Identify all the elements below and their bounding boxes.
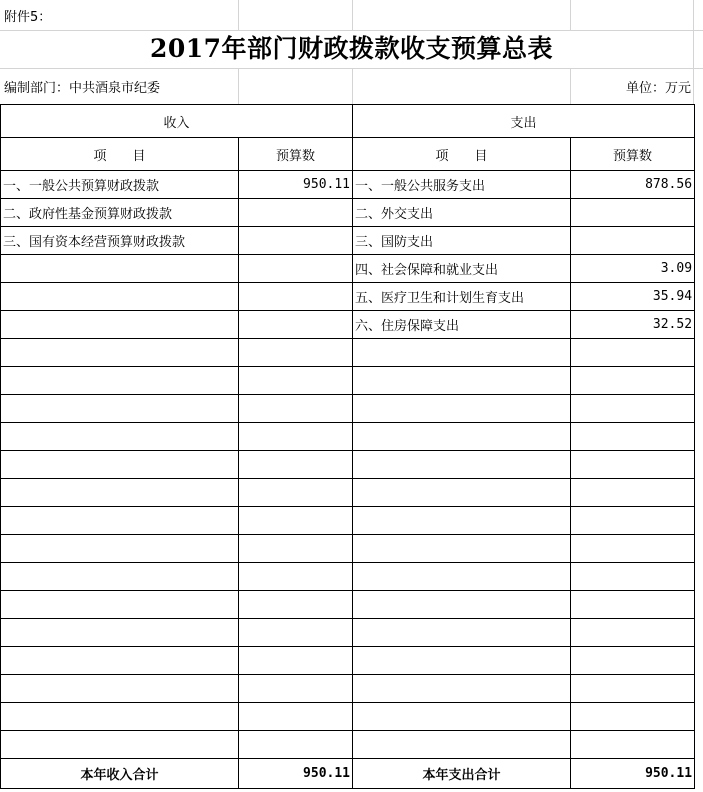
income-amount-cell: 950.11	[239, 171, 353, 199]
expense-amount-cell	[571, 535, 695, 563]
expense-section-header: 支出	[353, 105, 695, 138]
table-row	[1, 339, 695, 367]
expense-amount-cell	[571, 451, 695, 479]
expense-item-cell	[353, 675, 571, 703]
income-item-cell	[1, 675, 239, 703]
income-item-cell	[1, 423, 239, 451]
table-row	[1, 703, 695, 731]
income-amount-cell	[239, 647, 353, 675]
expense-total-label: 本年支出合计	[353, 759, 571, 789]
expense-amount-cell: 32.52	[571, 311, 695, 339]
expense-item-cell	[353, 647, 571, 675]
expense-item-header: 项 目	[353, 138, 571, 171]
table-row	[1, 395, 695, 423]
expense-amount-cell: 3.09	[571, 255, 695, 283]
grid-column-line	[238, 68, 239, 104]
expense-amount-cell	[571, 675, 695, 703]
income-total-amount: 950.11	[239, 759, 353, 789]
expense-amount-cell	[571, 647, 695, 675]
expense-item-cell: 六、住房保障支出	[353, 311, 571, 339]
expense-amount-cell: 878.56	[571, 171, 695, 199]
expense-amount-cell	[571, 227, 695, 255]
income-amount-cell	[239, 535, 353, 563]
income-item-cell	[1, 479, 239, 507]
expense-item-cell: 三、国防支出	[353, 227, 571, 255]
income-amount-cell	[239, 591, 353, 619]
attachment-label: 附件5：	[4, 10, 52, 25]
grid-column-line	[570, 0, 571, 30]
income-item-cell: 一、一般公共预算财政拨款	[1, 171, 239, 199]
income-amount-cell	[239, 227, 353, 255]
income-amount-cell	[239, 451, 353, 479]
budget-table	[0, 104, 695, 789]
expense-item-cell	[353, 563, 571, 591]
expense-amount-cell	[571, 563, 695, 591]
expense-item-cell: 二、外交支出	[353, 199, 571, 227]
table-row	[1, 731, 695, 759]
expense-item-cell: 四、社会保障和就业支出	[353, 255, 571, 283]
income-item-cell	[1, 311, 239, 339]
income-amount-cell	[239, 619, 353, 647]
expense-amount-cell	[571, 339, 695, 367]
expense-amount-cell	[571, 619, 695, 647]
income-item-cell	[1, 283, 239, 311]
expense-item-cell	[353, 395, 571, 423]
expense-item-cell	[353, 479, 571, 507]
income-item-cell	[1, 451, 239, 479]
expense-amount-cell	[571, 703, 695, 731]
income-amount-cell	[239, 395, 353, 423]
table-row	[1, 619, 695, 647]
expense-item-cell	[353, 591, 571, 619]
table-row	[1, 675, 695, 703]
table-row	[1, 171, 695, 199]
table-row	[1, 647, 695, 675]
income-amount-cell	[239, 283, 353, 311]
expense-amount-cell	[571, 731, 695, 759]
table-row	[1, 479, 695, 507]
expense-amount-cell	[571, 479, 695, 507]
grid-column-line	[352, 0, 353, 30]
income-item-header: 项 目	[1, 138, 239, 171]
expense-item-cell	[353, 367, 571, 395]
expense-item-cell	[353, 507, 571, 535]
expense-item-cell	[353, 451, 571, 479]
department-label: 编制部门：中共酒泉市纪委	[4, 81, 161, 96]
income-item-cell	[1, 507, 239, 535]
expense-amount-cell	[571, 367, 695, 395]
income-item-cell	[1, 339, 239, 367]
table-row	[1, 367, 695, 395]
income-amount-cell	[239, 479, 353, 507]
expense-amount-cell: 35.94	[571, 283, 695, 311]
income-item-cell	[1, 619, 239, 647]
expense-item-cell: 五、医疗卫生和计划生育支出	[353, 283, 571, 311]
income-amount-cell	[239, 339, 353, 367]
income-item-cell	[1, 647, 239, 675]
income-amount-cell	[239, 367, 353, 395]
income-amount-cell	[239, 311, 353, 339]
expense-amount-header: 预算数	[571, 138, 695, 171]
grid-column-line	[238, 0, 239, 30]
income-amount-cell	[239, 423, 353, 451]
income-total-label: 本年收入合计	[1, 759, 239, 789]
table-row	[1, 199, 695, 227]
income-amount-cell	[239, 731, 353, 759]
income-section-header: 收入	[1, 105, 353, 138]
income-item-cell	[1, 563, 239, 591]
income-amount-cell	[239, 563, 353, 591]
income-item-cell: 二、政府性基金预算财政拨款	[1, 199, 239, 227]
expense-item-cell	[353, 423, 571, 451]
income-amount-cell	[239, 255, 353, 283]
income-item-cell	[1, 395, 239, 423]
expense-amount-cell	[571, 591, 695, 619]
income-amount-cell	[239, 703, 353, 731]
column-header-row	[1, 138, 695, 171]
table-row	[1, 423, 695, 451]
unit-label: 单位：万元	[625, 81, 691, 96]
income-amount-cell	[239, 507, 353, 535]
table-row	[1, 563, 695, 591]
income-item-cell	[1, 731, 239, 759]
expense-item-cell	[353, 731, 571, 759]
income-amount-header: 预算数	[239, 138, 353, 171]
expense-item-cell	[353, 619, 571, 647]
table-row	[1, 451, 695, 479]
expense-amount-cell	[571, 395, 695, 423]
income-amount-cell	[239, 199, 353, 227]
table-row	[1, 227, 695, 255]
table-row	[1, 311, 695, 339]
grid-column-line	[352, 68, 353, 104]
expense-item-cell: 一、一般公共服务支出	[353, 171, 571, 199]
expense-amount-cell	[571, 507, 695, 535]
income-item-cell	[1, 535, 239, 563]
table-row	[1, 283, 695, 311]
income-item-cell	[1, 703, 239, 731]
section-header-row	[1, 105, 695, 138]
expense-item-cell	[353, 339, 571, 367]
expense-item-cell	[353, 535, 571, 563]
table-row	[1, 507, 695, 535]
income-item-cell	[1, 255, 239, 283]
expense-item-cell	[353, 703, 571, 731]
income-item-cell: 三、国有资本经营预算财政拨款	[1, 227, 239, 255]
table-row	[1, 591, 695, 619]
income-amount-cell	[239, 675, 353, 703]
expense-amount-cell	[571, 423, 695, 451]
expense-total-amount: 950.11	[571, 759, 695, 789]
income-item-cell	[1, 591, 239, 619]
page-title: 2017年部门财政拨款收支预算总表	[149, 34, 554, 63]
expense-amount-cell	[571, 199, 695, 227]
table-row	[1, 535, 695, 563]
total-row	[1, 759, 695, 789]
table-row	[1, 255, 695, 283]
grid-column-line	[570, 68, 571, 104]
income-item-cell	[1, 367, 239, 395]
